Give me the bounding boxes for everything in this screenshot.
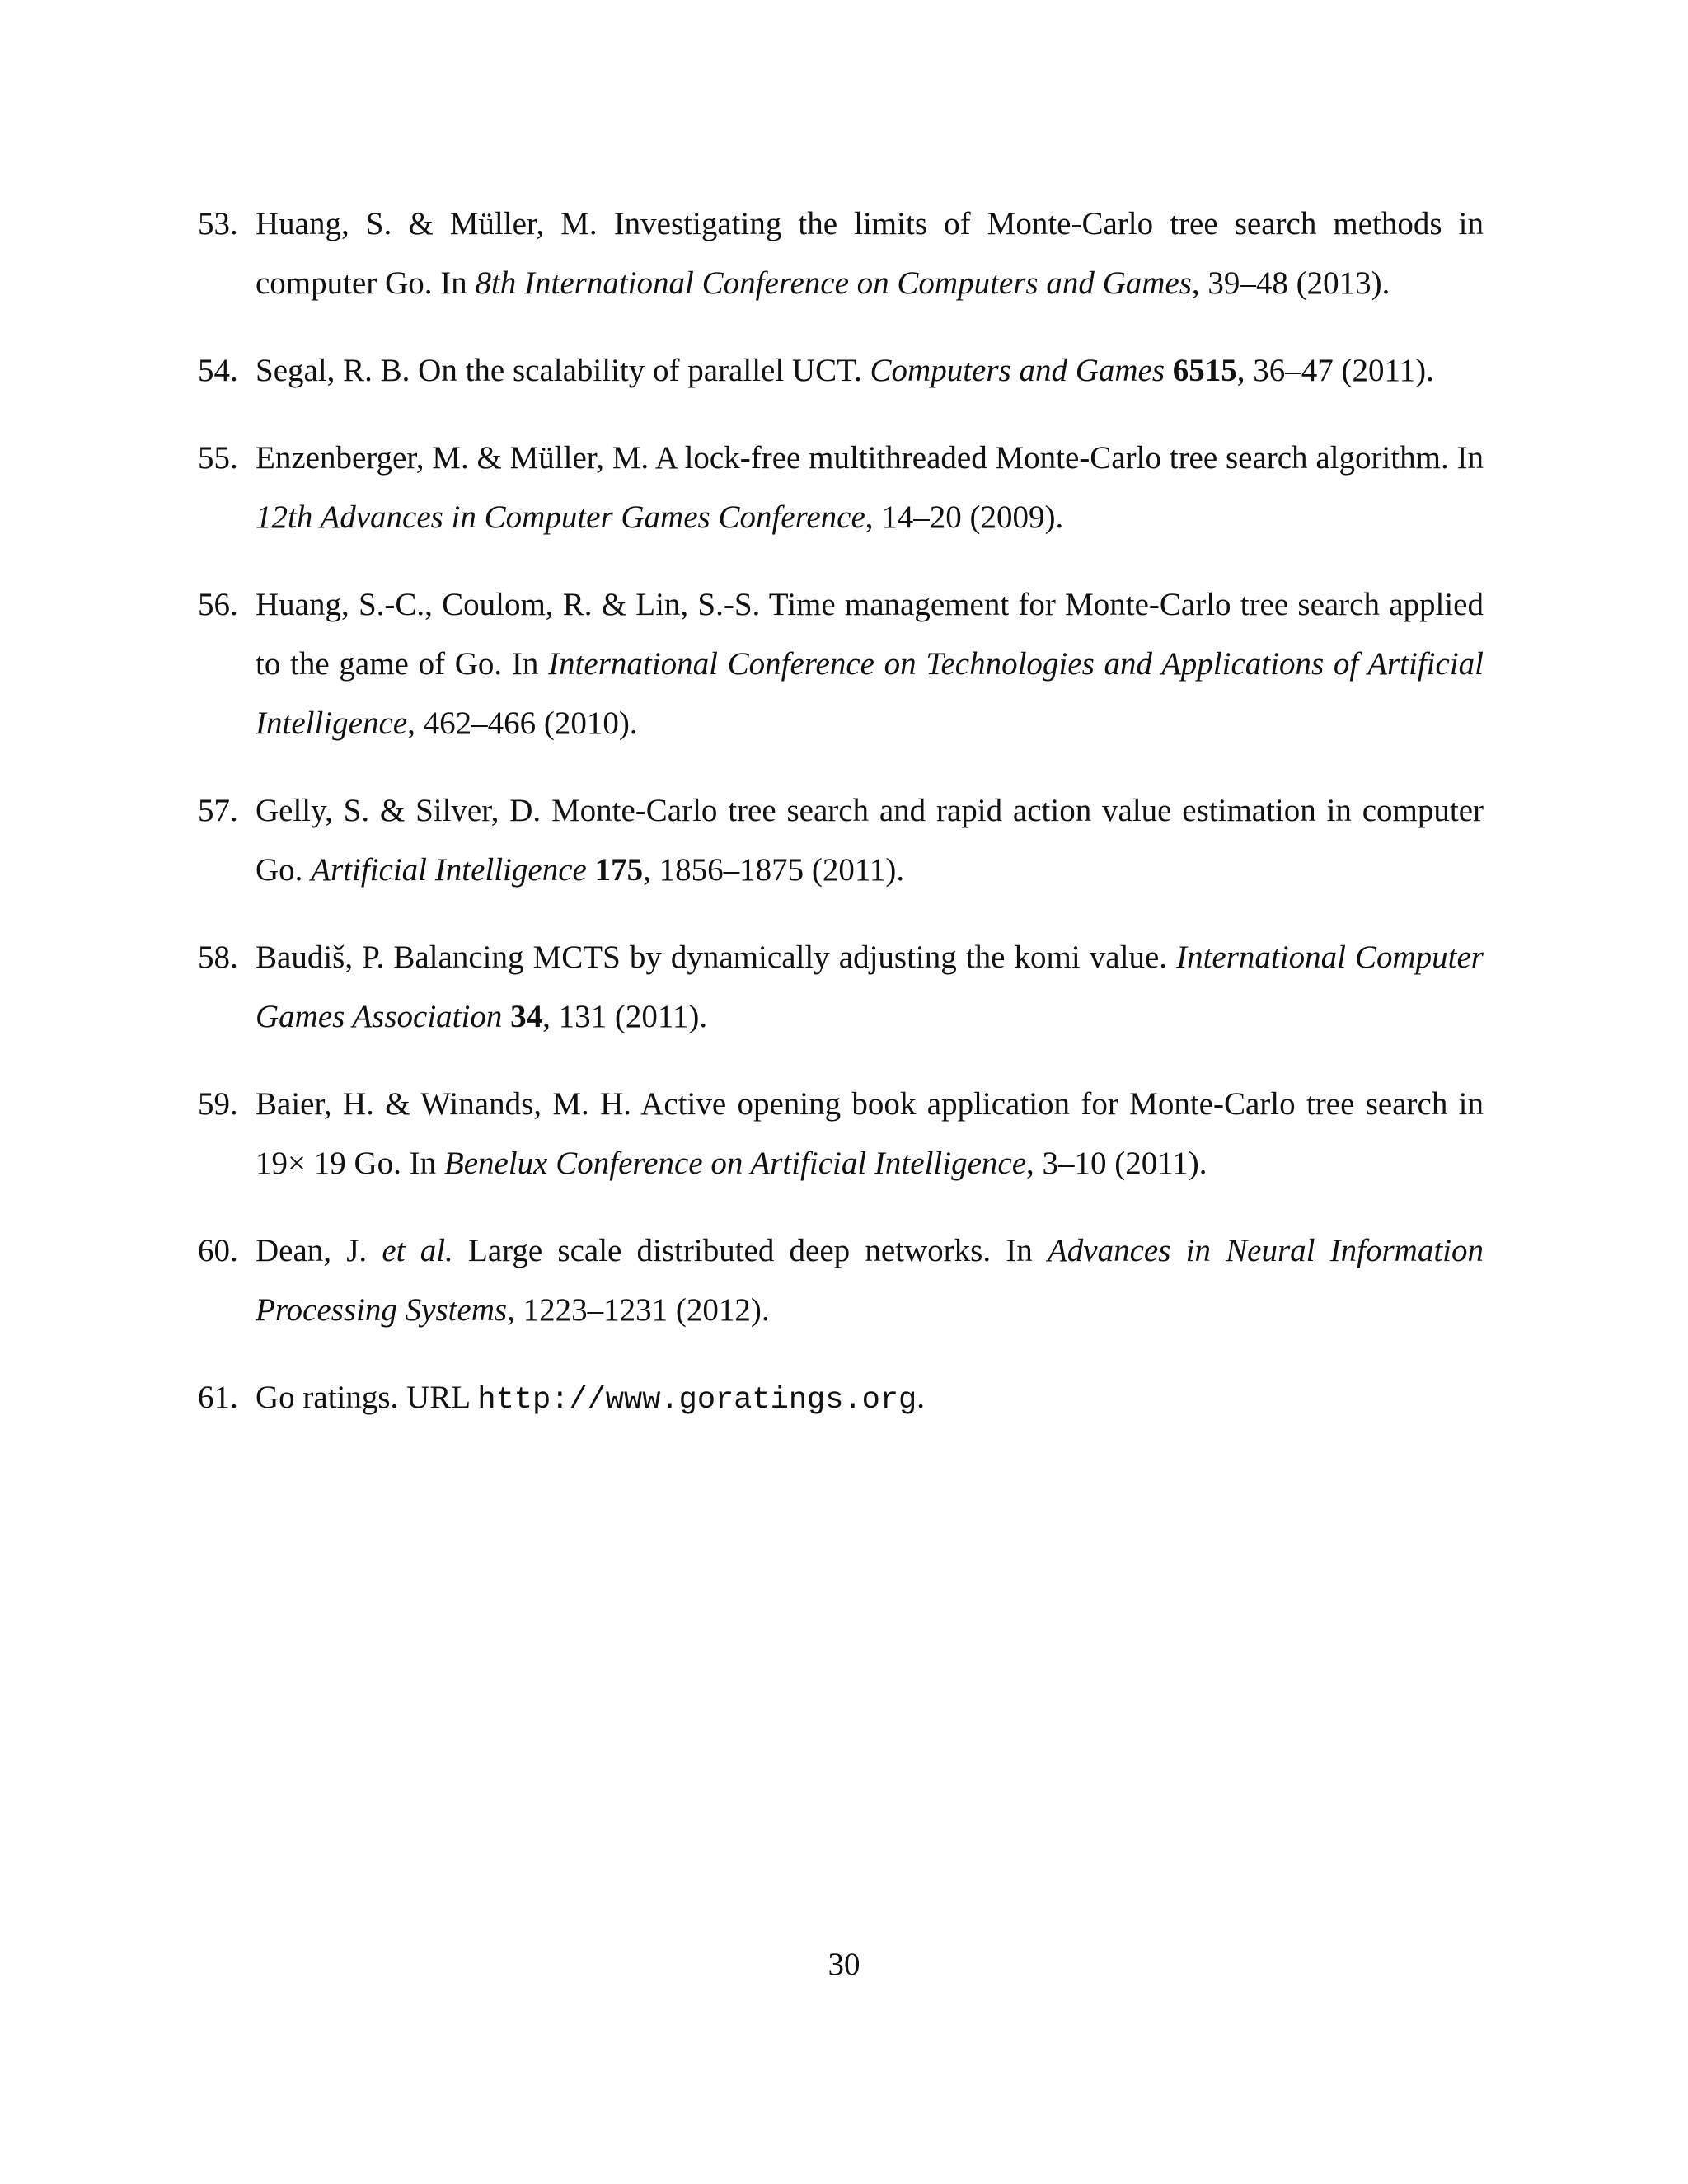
reference-segment: et al. — [382, 1233, 453, 1268]
reference-segment: 34 — [510, 999, 543, 1034]
reference-segment — [1165, 353, 1173, 388]
reference-segment: , 131 (2011). — [542, 999, 708, 1034]
reference-number: 57. — [198, 793, 238, 828]
reference-number: 56. — [198, 587, 238, 622]
reference-text — [256, 341, 1484, 401]
reference-item — [198, 194, 1484, 313]
reference-segment: Baier, H. & Winands, M. H. Active opening book application for Monte-Carlo tree search in 19× 19 Go. In — [256, 1086, 1484, 1181]
reference-segment: , 3–10 (2011). — [1026, 1146, 1207, 1181]
reference-segment: , 14–20 (2009). — [865, 499, 1064, 535]
reference-list — [198, 194, 1484, 1458]
reference-number: 59. — [198, 1086, 238, 1122]
reference-segment: 6515 — [1172, 353, 1237, 388]
reference-number: 60. — [198, 1233, 238, 1268]
reference-item — [198, 429, 1484, 547]
reference-number: 58. — [198, 940, 238, 975]
reference-segment: , 39–48 (2013). — [1191, 265, 1390, 301]
reference-segment: , 1223–1231 (2012). — [507, 1292, 770, 1328]
reference-segment: Large scale distributed deep networks. In — [452, 1233, 1048, 1268]
reference-segment: Benelux Conference on Artificial Intelligence — [443, 1146, 1027, 1181]
reference-segment — [502, 999, 510, 1034]
reference-segment: 8th International Conference on Computers and Games — [475, 265, 1192, 301]
reference-segment: Computers and Games — [870, 353, 1165, 388]
page-number: 30 — [828, 1947, 860, 1982]
reference-item — [198, 341, 1484, 401]
reference-segment: International Conference on Technologies and Applications of Artificial Intelligence — [256, 646, 1484, 741]
reference-segment: Dean, J. — [256, 1233, 382, 1268]
reference-segment: Advances in Neural Information Processing Systems — [256, 1233, 1484, 1328]
reference-segment: Enzenberger, M. & Müller, M. A lock-free multithreaded Monte-Carlo tree search algorithm. In — [256, 440, 1484, 476]
reference-segment: Huang, S.-C., Coulom, R. & Lin, S.-S. Time management for Monte-Carlo tree search applied to the game of Go. In — [256, 587, 1484, 682]
reference-segment: . — [917, 1380, 926, 1415]
reference-text — [256, 429, 1484, 547]
reference-segment: Huang, S. & Müller, M. Investigating the limits of Monte-Carlo tree search methods in computer Go. In — [256, 206, 1484, 301]
reference-item — [198, 1368, 1484, 1430]
reference-segment: , 462–466 (2010). — [407, 705, 638, 741]
reference-text — [256, 1075, 1484, 1193]
reference-segment — [587, 852, 595, 888]
reference-number: 53. — [198, 206, 238, 241]
reference-number: 61. — [198, 1380, 238, 1415]
reference-text — [256, 781, 1484, 900]
reference-url[interactable]: http://www.goratings.org — [477, 1383, 917, 1418]
reference-text — [256, 1368, 1484, 1430]
reference-segment: , 36–47 (2011). — [1236, 353, 1434, 388]
reference-segment: Gelly, S. & Silver, D. Monte-Carlo tree search and rapid action value estimation in computer Go. — [256, 793, 1484, 888]
reference-text — [256, 1221, 1484, 1340]
reference-item — [198, 1075, 1484, 1193]
reference-text — [256, 575, 1484, 753]
reference-text — [256, 194, 1484, 313]
reference-segment: , 1856–1875 (2011). — [643, 852, 905, 888]
reference-segment: Artificial Intelligence — [311, 852, 587, 888]
reference-item — [198, 928, 1484, 1047]
reference-number: 55. — [198, 440, 238, 476]
reference-item — [198, 781, 1484, 900]
reference-segment: Segal, R. B. On the scalability of parallel UCT. — [256, 353, 870, 388]
reference-segment: Go ratings. URL — [256, 1380, 478, 1415]
reference-segment: 12th Advances in Computer Games Conference — [256, 499, 865, 535]
reference-segment: Baudiš, P. Balancing MCTS by dynamically adjusting the komi value. — [256, 940, 1177, 975]
reference-segment: 175 — [594, 852, 644, 888]
reference-text — [256, 928, 1484, 1047]
reference-item — [198, 1221, 1484, 1340]
reference-item — [198, 575, 1484, 753]
reference-number: 54. — [198, 353, 238, 388]
reference-segment: International Computer Games Association — [256, 940, 1484, 1034]
